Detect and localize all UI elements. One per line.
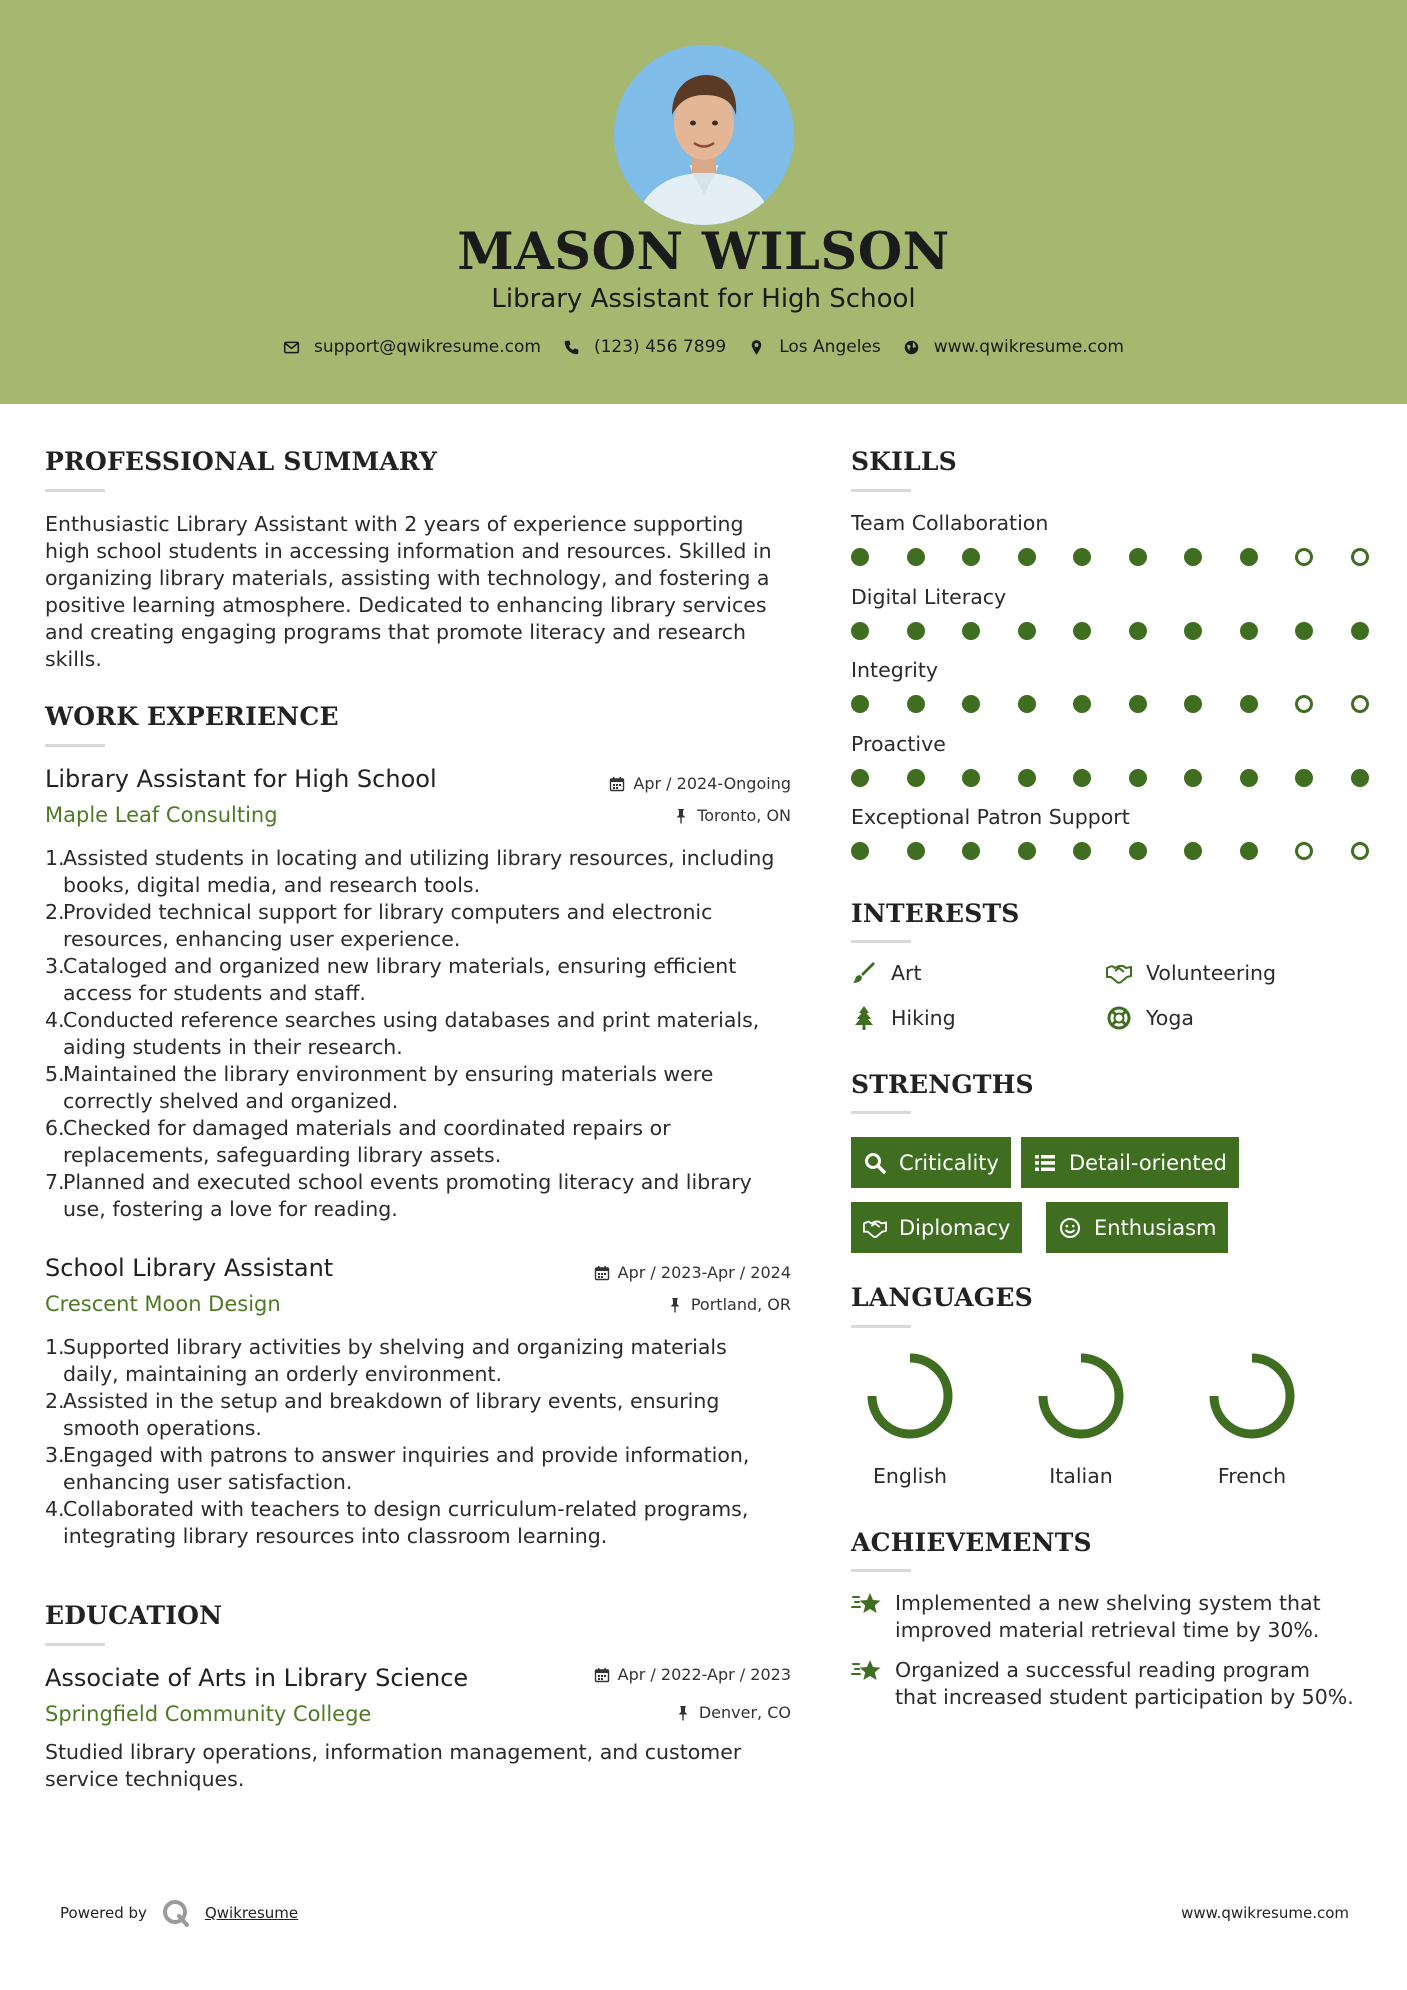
list-number: 7.	[45, 1170, 65, 1194]
contact-email-text: support@qwikresume.com	[314, 337, 541, 357]
interest-label: Art	[891, 961, 922, 985]
map-pin-icon	[748, 339, 765, 356]
language-name: French	[1217, 1464, 1287, 1488]
job-bullet-list	[45, 1334, 790, 1550]
rating-dot-filled	[1018, 769, 1036, 787]
phone-icon	[563, 339, 580, 356]
achievement-line: Organized a successful reading program	[895, 1658, 1310, 1682]
strength-chip-diplomacy	[851, 1202, 1022, 1253]
education-degree: Associate of Arts in Library Science	[45, 1664, 469, 1692]
envelope-icon	[283, 339, 300, 356]
education-heading: EDUCATION	[45, 1601, 223, 1630]
languages-heading: LANGUAGES	[851, 1283, 1033, 1312]
language-progress-ring	[1206, 1350, 1298, 1442]
language-item	[1016, 1350, 1146, 1488]
skill-name: Proactive	[851, 731, 946, 756]
rating-dot-filled	[962, 548, 980, 566]
powered-by-text: Powered by	[60, 1904, 147, 1922]
education-line: Studied library operations, information management, and customer	[45, 1740, 742, 1764]
smile-icon	[1058, 1216, 1082, 1240]
language-progress-ring	[864, 1350, 956, 1442]
list-icon	[1033, 1151, 1057, 1175]
list-line: enhancing user satisfaction.	[63, 1470, 353, 1494]
list-line: smooth operations.	[63, 1416, 262, 1440]
strength-label: Diplomacy	[899, 1215, 1011, 1240]
rating-dot-filled	[1073, 842, 1091, 860]
achievement-item	[851, 1590, 1371, 1644]
interest-item-yoga	[1106, 1005, 1194, 1031]
skill-rating	[851, 622, 1369, 640]
interest-label: Hiking	[891, 1006, 956, 1030]
rating-dot-filled	[1240, 622, 1258, 640]
strength-label: Detail-oriented	[1069, 1150, 1227, 1175]
list-line: Cataloged and organized new library materials, ensuring efficient	[63, 954, 737, 978]
list-number: 3.	[45, 1443, 65, 1467]
list-line: Engaged with patrons to answer inquiries and provide information,	[63, 1443, 750, 1467]
job-date-text: Apr / 2024-Ongoing	[633, 774, 791, 793]
rating-dot-filled	[907, 842, 925, 860]
education-school: Springfield Community College	[45, 1702, 372, 1726]
handshake-icon	[1106, 960, 1132, 986]
achievement-line: that increased student participation by 50%.	[895, 1685, 1354, 1709]
contact-website-text: www.qwikresume.com	[933, 337, 1124, 357]
rating-dot-filled	[1240, 842, 1258, 860]
rating-dot-empty	[1295, 842, 1313, 860]
job-location	[673, 806, 791, 825]
rating-dot-filled	[1184, 769, 1202, 787]
list-item	[45, 1061, 790, 1115]
list-number: 5.	[45, 1062, 65, 1086]
search-icon	[863, 1151, 887, 1175]
experience-heading: WORK EXPERIENCE	[45, 702, 339, 731]
contact-phone[interactable]	[563, 337, 726, 357]
interest-item-art	[851, 960, 922, 986]
contact-website[interactable]	[903, 337, 1124, 357]
rating-dot-filled	[1073, 695, 1091, 713]
list-line: Assisted students in locating and utilizing library resources, including	[63, 846, 775, 870]
calendar-icon	[594, 1265, 610, 1281]
rating-dot-filled	[1295, 769, 1313, 787]
candidate-name: MASON WILSON	[457, 222, 950, 282]
skill-name: Digital Literacy	[851, 584, 1007, 609]
education-divider	[45, 1643, 105, 1646]
list-item	[45, 1115, 790, 1169]
calendar-icon	[609, 776, 625, 792]
profile-portrait-icon	[614, 45, 794, 225]
rating-dot-empty	[1351, 695, 1369, 713]
list-line: Checked for damaged materials and coordinated repairs or	[63, 1116, 671, 1140]
strength-chip-criticality	[851, 1137, 1011, 1188]
rating-dot-filled	[907, 695, 925, 713]
job-date-text: Apr / 2023-Apr / 2024	[617, 1263, 791, 1282]
language-progress-ring	[1035, 1350, 1127, 1442]
education-date-text: Apr / 2022-Apr / 2023	[617, 1665, 791, 1684]
contact-location	[748, 337, 881, 357]
rating-dot-filled	[907, 769, 925, 787]
rating-dot-filled	[907, 622, 925, 640]
language-item	[845, 1350, 975, 1488]
list-number: 2.	[45, 900, 65, 924]
star-award-icon	[851, 1588, 883, 1620]
list-line: resources, enhancing user experience.	[63, 927, 461, 951]
globe-icon	[903, 339, 920, 356]
rating-dot-filled	[1018, 842, 1036, 860]
rating-dot-filled	[851, 842, 869, 860]
list-item	[45, 1169, 790, 1223]
list-number: 2.	[45, 1389, 65, 1413]
job-bullet-list	[45, 845, 790, 1223]
interests-heading: INTERESTS	[851, 899, 1020, 928]
pushpin-icon	[675, 1705, 691, 1721]
rating-dot-filled	[1240, 695, 1258, 713]
summary-line: and creating engaging programs that promote literacy and research	[45, 620, 746, 644]
skill-name: Exceptional Patron Support	[851, 805, 1130, 829]
skills-divider	[851, 489, 911, 492]
achievement-item	[851, 1657, 1371, 1711]
list-line: aiding students in their research.	[63, 1035, 403, 1059]
strength-label: Enthusiasm	[1094, 1215, 1217, 1240]
strength-chip-detail-oriented	[1021, 1137, 1239, 1188]
contact-phone-text: (123) 456 7899	[593, 337, 727, 357]
education-location	[675, 1703, 791, 1722]
list-item	[45, 953, 790, 1007]
interests-divider	[851, 940, 911, 943]
interest-label: Yoga	[1146, 1006, 1194, 1030]
qwikresume-link[interactable]: Qwikresume	[204, 1904, 299, 1922]
achievements-heading: ACHIEVEMENTS	[851, 1528, 1092, 1557]
job-location-text: Portland, OR	[690, 1295, 791, 1314]
contact-location-text: Los Angeles	[779, 337, 881, 357]
summary-line: high school students in accessing information and resources. Skilled in	[45, 539, 772, 563]
rating-dot-filled	[1018, 695, 1036, 713]
list-line: Assisted in the setup and breakdown of library events, ensuring	[63, 1389, 720, 1413]
skill-name: Integrity	[851, 658, 938, 682]
interest-label: Volunteering	[1146, 961, 1277, 985]
job-location	[667, 1295, 791, 1314]
profile-photo	[614, 45, 794, 225]
job-date	[594, 1263, 791, 1282]
job-company: Crescent Moon Design	[45, 1292, 281, 1316]
education-date	[594, 1665, 791, 1684]
interest-item-volunteering	[1106, 960, 1276, 986]
skill-rating	[851, 695, 1369, 713]
rating-dot-empty	[1351, 548, 1369, 566]
skill-rating	[851, 769, 1369, 787]
education-description	[45, 1739, 805, 1793]
rating-dot-filled	[1184, 695, 1202, 713]
rating-dot-filled	[851, 695, 869, 713]
list-item	[45, 1007, 790, 1061]
language-name: English	[872, 1464, 948, 1488]
footer-website[interactable]: www.qwikresume.com	[1181, 1904, 1349, 1922]
rating-dot-filled	[1129, 622, 1147, 640]
list-number: 3.	[45, 954, 65, 978]
rating-dot-filled	[851, 622, 869, 640]
rating-dot-filled	[962, 622, 980, 640]
list-line: correctly shelved and organized.	[63, 1089, 399, 1113]
rating-dot-filled	[1073, 548, 1091, 566]
strength-label: Criticality	[899, 1150, 999, 1175]
rating-dot-filled	[1129, 548, 1147, 566]
rating-dot-filled	[1295, 622, 1313, 640]
rating-dot-filled	[1351, 769, 1369, 787]
strength-chip-enthusiasm	[1046, 1202, 1228, 1253]
language-name: Italian	[1049, 1464, 1113, 1488]
contact-email[interactable]	[283, 337, 541, 357]
list-line: Supported library activities by shelving and organizing materials	[63, 1335, 727, 1359]
summary-heading: PROFESSIONAL SUMMARY	[45, 447, 438, 476]
rating-dot-filled	[1129, 695, 1147, 713]
rating-dot-filled	[851, 548, 869, 566]
contact-bar	[0, 337, 1407, 357]
list-line: Provided technical support for library computers and electronic	[63, 900, 713, 924]
list-line: books, digital media, and research tools.	[63, 873, 481, 897]
achievements-divider	[851, 1569, 911, 1572]
list-number: 6.	[45, 1116, 65, 1140]
qwikresume-logo-icon	[161, 1898, 191, 1928]
list-line: Maintained the library environment by ensuring materials were	[63, 1062, 714, 1086]
summary-text	[45, 511, 805, 673]
skill-rating	[851, 548, 1369, 566]
education-line: service techniques.	[45, 1767, 245, 1791]
job-location-text: Toronto, ON	[697, 806, 791, 825]
skill-name: Team Collaboration	[851, 511, 1049, 535]
list-line: access for students and staff.	[63, 981, 366, 1005]
rating-dot-filled	[1184, 842, 1202, 860]
candidate-job-title: Library Assistant for High School	[491, 284, 916, 314]
achievement-line: Implemented a new shelving system that	[895, 1591, 1321, 1615]
language-item	[1187, 1350, 1317, 1488]
rating-dot-empty	[1351, 842, 1369, 860]
list-line: daily, maintaining an orderly environment.	[63, 1362, 503, 1386]
skills-heading: SKILLS	[851, 447, 957, 476]
rating-dot-filled	[851, 769, 869, 787]
list-item	[45, 1334, 790, 1388]
list-number: 1.	[45, 846, 65, 870]
tree-icon	[851, 1005, 877, 1031]
list-line: replacements, safeguarding library assets.	[63, 1143, 502, 1167]
summary-line: positive learning atmosphere. Dedicated to enhancing library services	[45, 593, 767, 617]
pushpin-icon	[673, 808, 689, 824]
experience-divider	[45, 744, 105, 747]
job-role: Library Assistant for High School	[45, 765, 437, 793]
list-line: Conducted reference searches using databases and print materials,	[63, 1008, 760, 1032]
strengths-heading: STRENGTHS	[851, 1070, 1034, 1099]
strengths-divider	[851, 1111, 911, 1114]
list-line: use, fostering a love for reading.	[63, 1197, 398, 1221]
resume-header	[0, 0, 1407, 404]
job-company: Maple Leaf Consulting	[45, 803, 278, 827]
rating-dot-empty	[1295, 548, 1313, 566]
list-line: Collaborated with teachers to design curriculum-related programs,	[63, 1497, 749, 1521]
job-role: School Library Assistant	[45, 1254, 334, 1282]
list-item	[45, 1442, 790, 1496]
list-item	[45, 899, 790, 953]
paintbrush-icon	[851, 960, 877, 986]
rating-dot-filled	[1240, 548, 1258, 566]
star-award-icon	[851, 1655, 883, 1687]
rating-dot-filled	[1240, 769, 1258, 787]
calendar-icon	[594, 1667, 610, 1683]
life-ring-icon	[1106, 1005, 1132, 1031]
rating-dot-filled	[1129, 842, 1147, 860]
footer-powered-by	[60, 1898, 298, 1928]
education-location-text: Denver, CO	[698, 1703, 791, 1722]
achievement-line: improved material retrieval time by 30%.	[895, 1618, 1320, 1642]
languages-divider	[851, 1325, 911, 1328]
list-line: integrating library resources into classroom learning.	[63, 1524, 608, 1548]
list-line: Planned and executed school events promoting literacy and library	[63, 1170, 752, 1194]
interest-item-hiking	[851, 1005, 956, 1031]
rating-dot-filled	[1184, 622, 1202, 640]
rating-dot-filled	[1018, 622, 1036, 640]
rating-dot-empty	[1295, 695, 1313, 713]
list-number: 4.	[45, 1008, 65, 1032]
pushpin-icon	[667, 1297, 683, 1313]
rating-dot-filled	[1129, 769, 1147, 787]
skill-rating	[851, 842, 1369, 860]
summary-line: Enthusiastic Library Assistant with 2 years of experience supporting	[45, 512, 744, 536]
rating-dot-filled	[962, 769, 980, 787]
rating-dot-filled	[962, 842, 980, 860]
rating-dot-filled	[907, 548, 925, 566]
handshake-icon	[863, 1216, 887, 1240]
list-item	[45, 1388, 790, 1442]
summary-line: skills.	[45, 647, 102, 671]
list-number: 4.	[45, 1497, 65, 1521]
list-item	[45, 845, 790, 899]
rating-dot-filled	[1018, 548, 1036, 566]
list-item	[45, 1496, 790, 1550]
rating-dot-filled	[1184, 548, 1202, 566]
summary-divider	[45, 489, 105, 492]
list-number: 1.	[45, 1335, 65, 1359]
rating-dot-filled	[1073, 769, 1091, 787]
rating-dot-filled	[962, 695, 980, 713]
job-date	[609, 774, 791, 793]
summary-line: organizing library materials, assisting with technology, and fostering a	[45, 566, 770, 590]
rating-dot-filled	[1351, 622, 1369, 640]
rating-dot-filled	[1073, 622, 1091, 640]
